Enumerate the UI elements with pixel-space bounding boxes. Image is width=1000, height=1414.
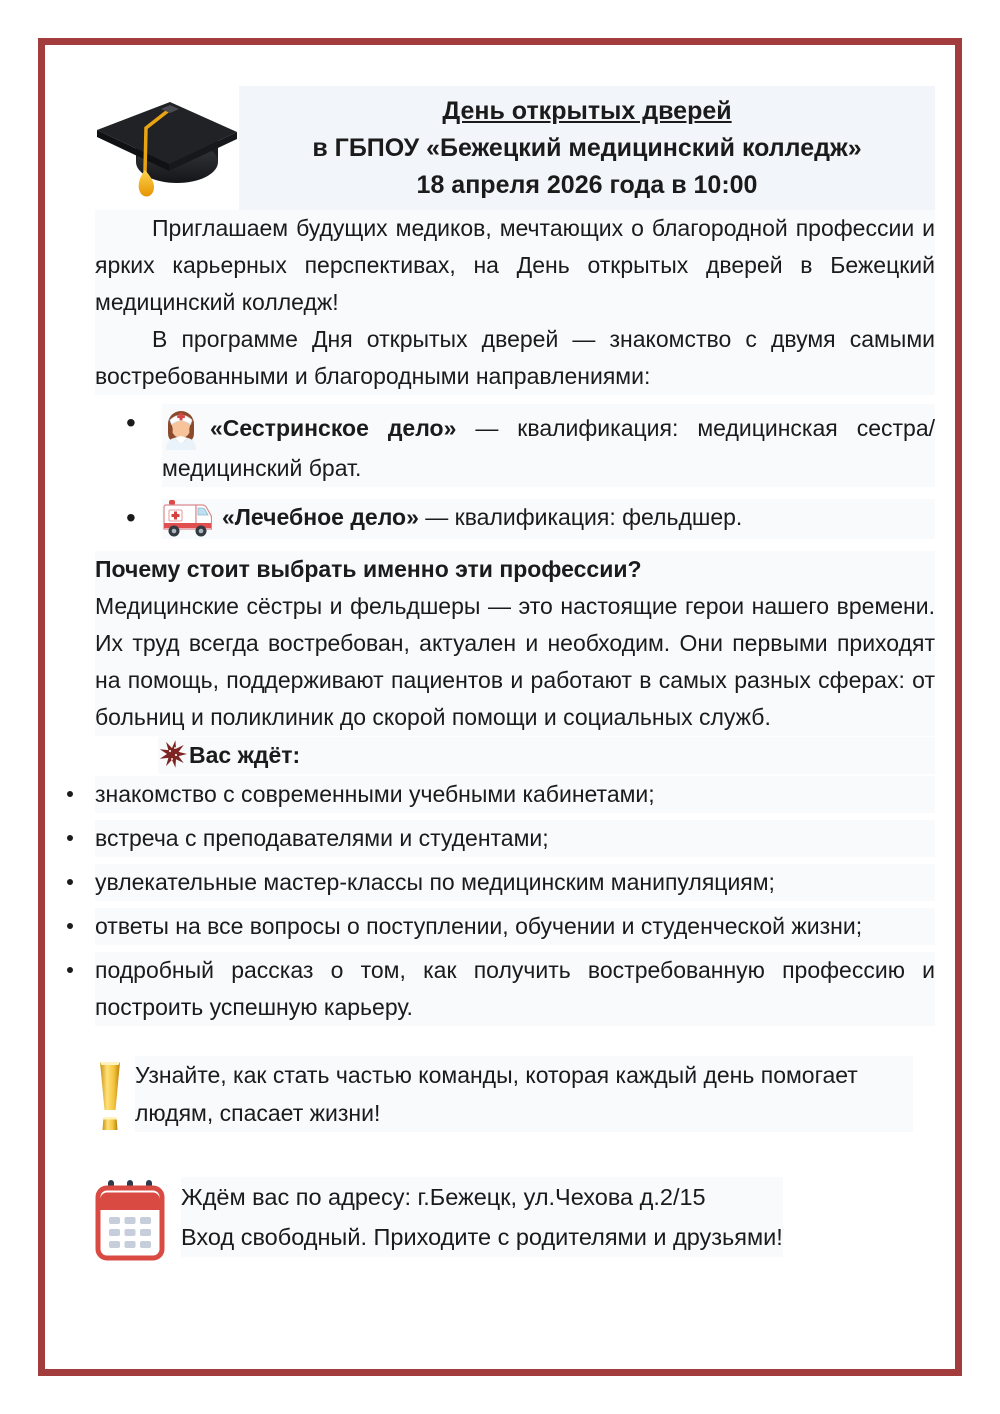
- why-paragraph: Медицинские сёстры и фельдшеры — это настоящие герои нашего времени. Их труд всегда востребован, актуален и необходим. Они первыми приходят на помощь, поддерживают пациентов и работают в самых разных сферах: от больниц и поликлиник до скорой помощи и социальных служб.: [95, 588, 935, 736]
- program-name: «Лечебное дело»: [222, 504, 419, 530]
- callout-text: Узнайте, как стать частью команды, которая каждый день помогает людям, спасает жизни!: [135, 1056, 913, 1132]
- calendar-icon: [95, 1179, 165, 1261]
- program-desc: — квалификация: медицинская сестра/медицинский брат.: [162, 415, 936, 481]
- list-item: увлекательные мастер-классы по медицинским манипуляциям;: [95, 864, 935, 901]
- programs-list: [95, 404, 935, 539]
- intro-paragraph: Приглашаем будущих медиков, мечтающих о благородной профессии и ярких карьерных перспективах, на День открытых дверей в Бежецкий медицинский колледж!: [95, 210, 935, 321]
- expect-heading: [158, 737, 935, 774]
- list-item: знакомство с современными учебными кабинетами;: [95, 776, 935, 813]
- page-title: День открытых дверей: [442, 97, 732, 125]
- graduation-cap-icon: [89, 86, 239, 206]
- address-line: Ждём вас по адресу: г.Бежецк, ул.Чехова д.2/15: [181, 1177, 783, 1217]
- program-intro-paragraph: В программе Дня открытых дверей — знакомство с двумя самыми востребованными и благородными направлениями:: [95, 321, 935, 395]
- nurse-icon: [162, 404, 200, 450]
- expect-list: [95, 776, 935, 1026]
- list-item: встреча с преподавателями и студентами;: [95, 820, 935, 857]
- list-item: ответы на все вопросы о поступлении, обучении и студенческой жизни;: [95, 908, 935, 945]
- entry-line: Вход свободный. Приходите с родителями и друзьями!: [181, 1217, 783, 1257]
- header: [239, 86, 935, 210]
- address-text: [181, 1177, 783, 1257]
- why-heading: Почему стоит выбрать именно эти профессии?: [95, 551, 935, 588]
- header-row: [95, 86, 935, 210]
- program-name: «Сестринское дело»: [210, 415, 457, 441]
- flyer-content: [95, 86, 935, 1261]
- sparkle-burst-icon: [158, 739, 188, 769]
- header-subtitle: в ГБПОУ «Бежецкий медицинский колледж»: [312, 134, 862, 162]
- program-item-nursing: [162, 404, 935, 487]
- list-item: подробный рассказ о том, как получить востребованную профессию и построить успешную карьеру.: [95, 952, 935, 1026]
- program-item-paramedic: [162, 499, 935, 539]
- exclamation-icon: [95, 1059, 125, 1133]
- address-block: [95, 1177, 935, 1261]
- program-desc: — квалификация: фельдшер.: [418, 504, 743, 530]
- callout: [95, 1056, 935, 1133]
- ambulance-icon: [162, 499, 212, 539]
- expect-heading-text: Вас ждёт:: [189, 742, 301, 768]
- header-datetime: 18 апреля 2026 года в 10:00: [416, 171, 758, 199]
